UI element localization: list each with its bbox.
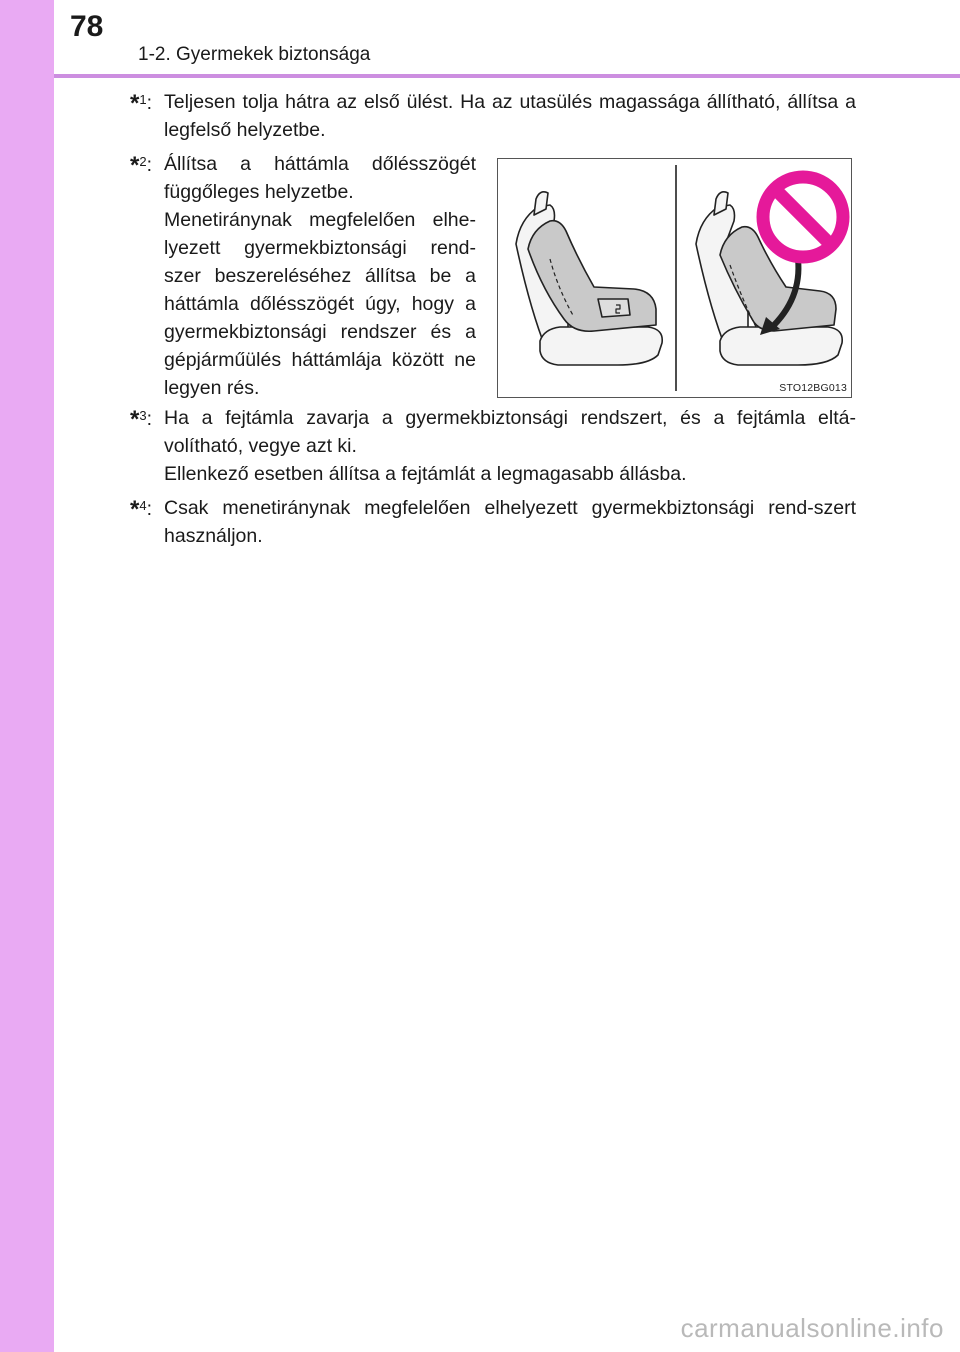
note-text: Ellenkező esetben állítsa a fejtámlát a legmagasabb állásba.: [164, 463, 687, 485]
page-sidebar-tab: [0, 0, 54, 1352]
correct-seat-installation: [516, 192, 662, 365]
header-rule: [54, 74, 960, 78]
page-number: 78: [70, 10, 104, 43]
note-text: Csak menetiránynak megfelelően elhelyezett gyermekbiztonsági rend-szert használjon.: [164, 497, 856, 547]
note-marker: *$^4$:: [130, 496, 152, 523]
note-text: Menetiránynak megfelelően elhe-lyezett gyermekbiztonsági rend-szer beszereléséhez állítsa be a háttámla dőlésszögét úgy, hogy a gyermekbiztonsági rendszer és a gépjárműülés háttámlája között ne legyen rés.: [164, 209, 476, 399]
note-text: Teljesen tolja hátra az első ülést. Ha az utasülés magassága állítható, állítsa a legfelső helyzetbe.: [164, 91, 856, 141]
prohibition-icon: [763, 177, 843, 257]
section-title: 1-2. Gyermekek biztonsága: [138, 44, 371, 65]
note-marker: *$^3$:: [130, 406, 152, 433]
note-3: [130, 404, 856, 488]
note-2: [130, 150, 480, 399]
figure-code: STO12BG013: [779, 382, 847, 394]
seat-drawing: [498, 159, 853, 399]
note-text: Állítsa a háttámla dőlésszögét függőleges helyzetbe.: [164, 153, 476, 203]
note-marker: *$^1$:: [130, 90, 152, 117]
note-marker: *$^2$:: [130, 152, 152, 179]
note-1: [130, 88, 856, 148]
watermark: carmanualsonline.info: [680, 1313, 944, 1343]
note-4: [130, 494, 856, 554]
note-text: Ha a fejtámla zavarja a gyermekbiztonsági rendszert, és a fejtámla eltá-volítható, vegye azt ki.: [164, 407, 856, 457]
seat-illustration: [497, 158, 852, 398]
